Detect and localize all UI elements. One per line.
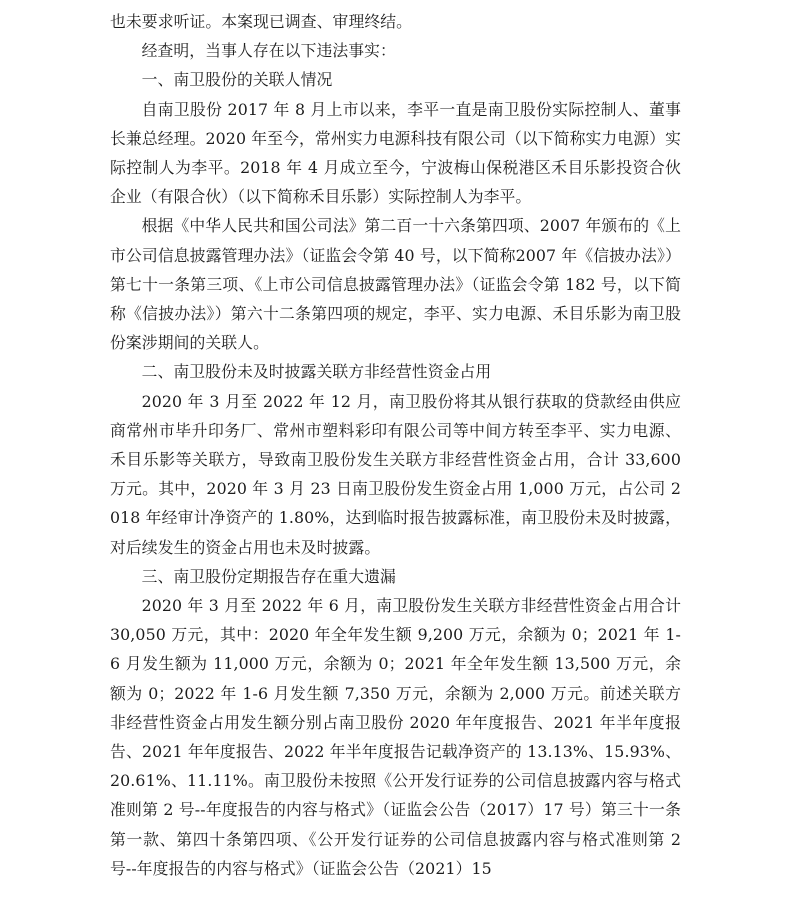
- paragraph-body-continuation: 也未要求听证。本案现已调查、审理终结。: [110, 12, 413, 31]
- paragraph-periodic-report-omission: 2020 年 3 月至 2022 年 6 月，南卫股份发生关联方非经营性资金占用合计 30,050 万元，其中：2020 年全年发生额 9,200 万元，余额为 0；2021 年 1-6 月发生额为 11,000 万元，余额为 0；2021 年全年发生额 13,500 万元，余额为 0；2022 年 1-6 月发生额 7,350 万元，余额为 2,000 万元。前述关联方非经营性资金占用发生额分别占南卫股份 2020 年年度报告、2021 年半年度报告、2021 年年度报告、2022 年半年度报告记载净资产的 13.13%、15.93%、20.61%、11.11%。南卫股份未按照《公开发行证券的公司信息披露内容与格式准则第 2 号--年度报告的内容与格式》（证监会公告（2017）17 号）第三十一条第一款、第四十条第四项、《公开发行证券的公司信息披露内容与格式准则第 2 号--年度报告的内容与格式》（证监会公告（2021）15: [110, 596, 681, 878]
- paragraph-fund-occupation: 2020 年 3 月至 2022 年 12 月，南卫股份将其从银行获取的贷款经由供应商常州市毕升印务厂、常州市塑料彩印有限公司等中间方转至李平、实力电源、禾目乐影等关联方，导致南卫股份发生关联方非经营性资金占用，合计 33,600 万元。其中，2020 年 3 月 23 日南卫股份发生资金占用 1,000 万元，占公司 2018 年经审计净资产的 1.80%，达到临时报告披露标准，南卫股份未及时披露，对后续发生的资金占用也未及时披露。: [110, 391, 681, 557]
- section-heading-two: 二、南卫股份未及时披露关联方非经营性资金占用: [141, 362, 492, 382]
- document-text-column: [110, 7, 681, 883]
- paragraph-related-parties: 自南卫股份 2017 年 8 月上市以来，李平一直是南卫股份实际控制人、董事长兼总经理。2020 年至今，常州实力电源科技有限公司（以下简称实力电源）实际控制人为李平。2018 年 4 月成立至今，宁波梅山保税港区禾目乐影投资合伙企业（有限合伙）（以下简称禾目乐影）实际控制人为李平。: [110, 99, 681, 207]
- section-heading-one: 一、南卫股份的关联人情况: [141, 70, 333, 90]
- paragraph-findings-intro: 经查明，当事人存在以下违法事实：: [141, 41, 396, 61]
- section-heading-three: 三、南卫股份定期报告存在重大遗漏: [141, 566, 396, 586]
- paragraph-legal-basis: 根据《中华人民共和国公司法》第二百一十六条第四项、2007 年颁布的《上市公司信息披露管理办法》（证监会令第 40 号，以下简称2007 年《信披办法》）第七十一条第三项、《上市公司信息披露管理办法》（证监会令第 182 号，以下简称《信披办法》）第六十二条第四项的规定，李平、实力电源、禾目乐影为南卫股份案涉期间的关联人。: [110, 216, 681, 353]
